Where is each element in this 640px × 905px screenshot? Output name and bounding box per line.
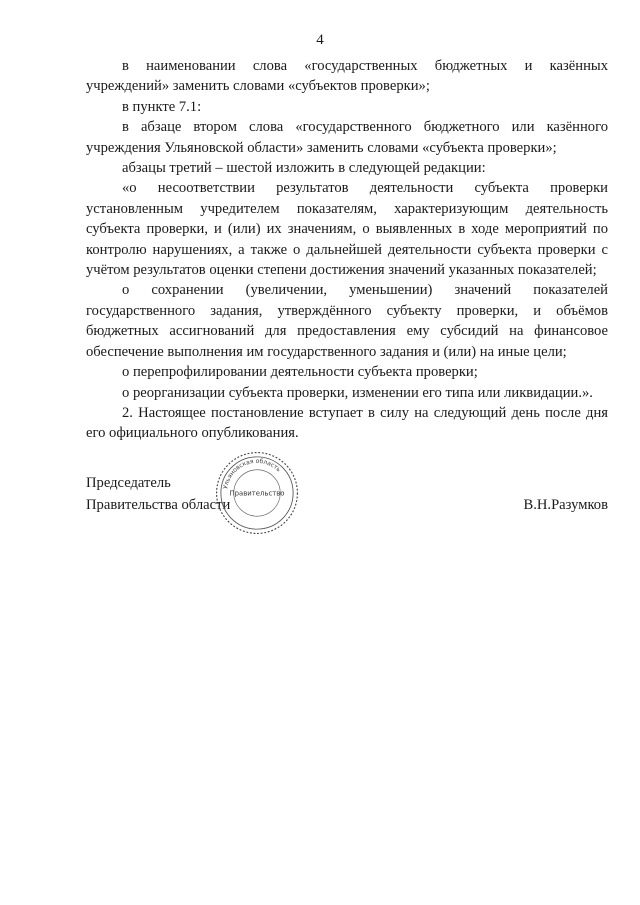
paragraph: в пункте 7.1: — [122, 98, 202, 115]
paragraph: абзацы третий – шестой изложить в следующей редакции: — [122, 160, 486, 177]
signatory-title-line: Правительства области — [86, 497, 231, 513]
signatory-name: В.Н.Разумков — [523, 497, 608, 513]
seal-center-text: Правительство — [229, 489, 285, 498]
paragraph: о реорганизации субъекта проверки, изменении его типа или ликвидации.». — [122, 384, 593, 401]
document-body — [86, 56, 608, 444]
paragraph: в наименовании слова «государственных бюджетных и казённых учреждений» заменить словами «субъектов проверки»; — [86, 58, 608, 95]
paragraph: «о несоответствии результатов деятельности субъекта проверки установленным учредителем показателям, характеризующим деятельность субъекта проверки, и (или) их значениям, о выявленных в ходе мероприятий по контролю нарушениях, а также о дальнейшей деятельности субъекта проверки с учётом результатов оценки степени достижения значений указанных показателей; — [86, 180, 608, 279]
official-seal — [214, 450, 300, 536]
seal-outer-text: Ульяновская область — [222, 457, 282, 490]
paragraph: в абзаце втором слова «государственного бюджетного или казённого учреждения Ульяновской области» заменить словами «субъекта проверки»; — [86, 119, 608, 156]
paragraph: о перепрофилировании деятельности субъекта проверки; — [122, 364, 478, 381]
paragraph: 2. Настоящее постановление вступает в силу на следующий день после дня его официального опубликования. — [86, 404, 608, 442]
signature-block — [86, 457, 608, 532]
paragraph: о сохранении (увеличении, уменьшении) значений показателей государственного задания, утверждённого субъекту проверки, и объёмов бюджетных ассигнований для предоставления ему субсидий на финансовое обеспечение выполнения им государственного задания и (или) на иные цели; — [86, 282, 608, 360]
signatory-title-line: Председатель — [86, 475, 171, 491]
page-number: 4 — [316, 32, 324, 48]
svg-text:Ульяновская область — [222, 457, 282, 490]
signatory-title — [86, 472, 230, 516]
